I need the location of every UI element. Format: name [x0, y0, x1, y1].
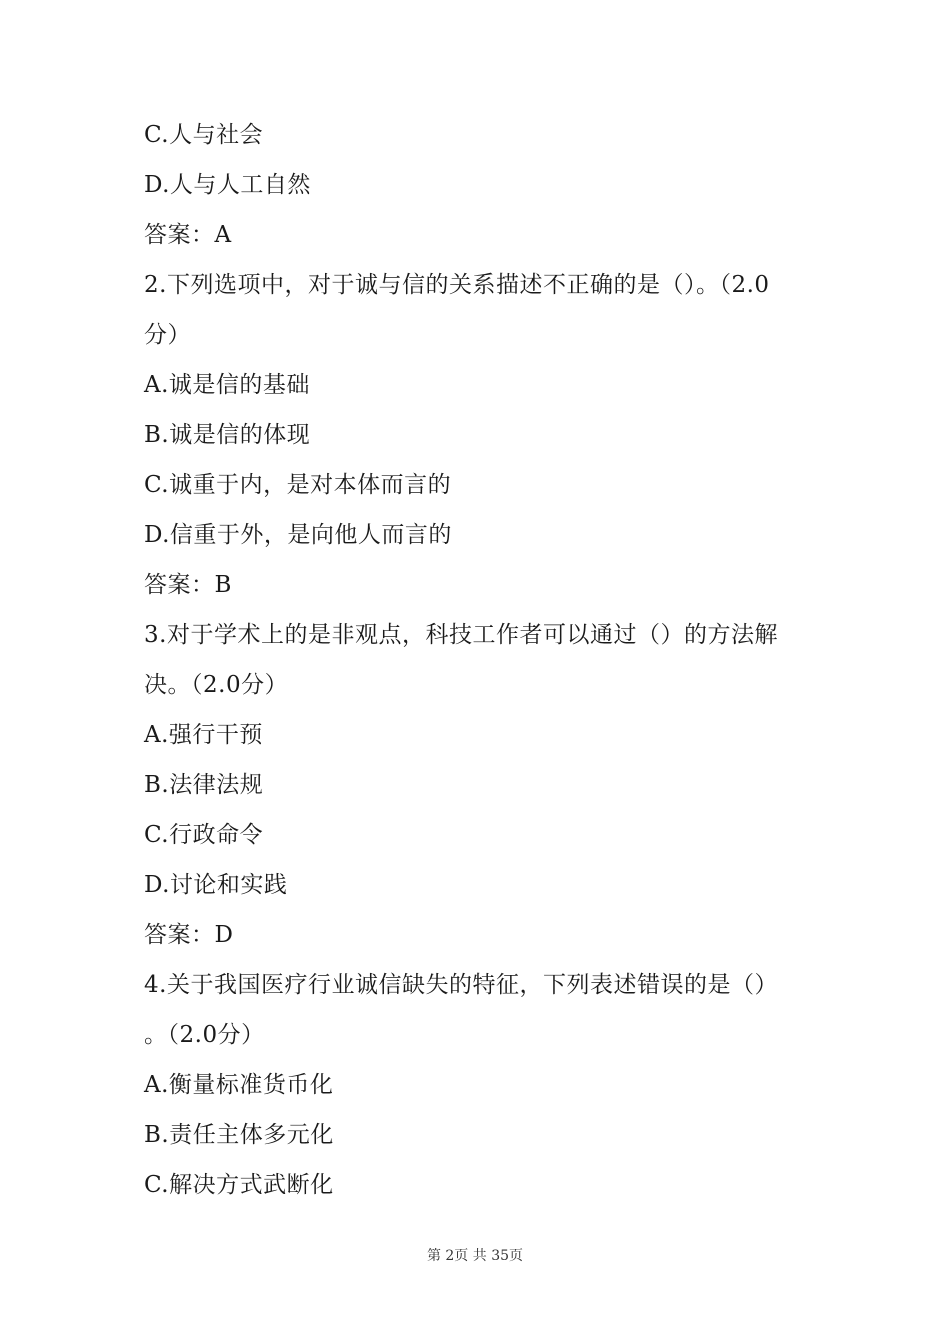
answer-q1: 答案：A [144, 222, 232, 248]
question-2-line-2: 分） [144, 322, 191, 348]
question-3-line-1: 3.对于学术上的是非观点，科技工作者可以通过（）的方法解 [144, 622, 778, 648]
option-b-q3: B.法律法规 [144, 772, 264, 798]
option-d-q2: D.信重于外，是向他人而言的 [144, 522, 452, 548]
question-2-line-1: 2.下列选项中，对于诚与信的关系描述不正确的是（）。（2.0 [144, 272, 770, 298]
option-d-q1: D.人与人工自然 [144, 172, 311, 198]
question-3-line-2: 决。（2.0分） [144, 672, 289, 698]
answer-q2: 答案：B [144, 572, 232, 598]
question-4-line-2: 。（2.0分） [144, 1022, 265, 1048]
option-b-q4: B.责任主体多元化 [144, 1122, 334, 1148]
question-4-line-1: 4.关于我国医疗行业诚信缺失的特征，下列表述错误的是（） [144, 972, 778, 998]
option-d-q3: D.讨论和实践 [144, 872, 288, 898]
option-c-q1: C.人与社会 [144, 122, 264, 148]
option-c-q3: C.行政命令 [144, 822, 264, 848]
page-number-footer: 第 2页 共 35页 [426, 1248, 524, 1264]
document-body [144, 110, 814, 1210]
option-b-q2: B.诚是信的体现 [144, 422, 311, 448]
option-c-q4: C.解决方式武断化 [144, 1172, 334, 1198]
option-a-q2: A.诚是信的基础 [144, 372, 310, 398]
option-a-q3: A.强行干预 [144, 722, 263, 748]
answer-q3: 答案：D [144, 922, 234, 948]
option-c-q2: C.诚重于内，是对本体而言的 [144, 472, 452, 498]
option-a-q4: A.衡量标准货币化 [144, 1072, 334, 1098]
